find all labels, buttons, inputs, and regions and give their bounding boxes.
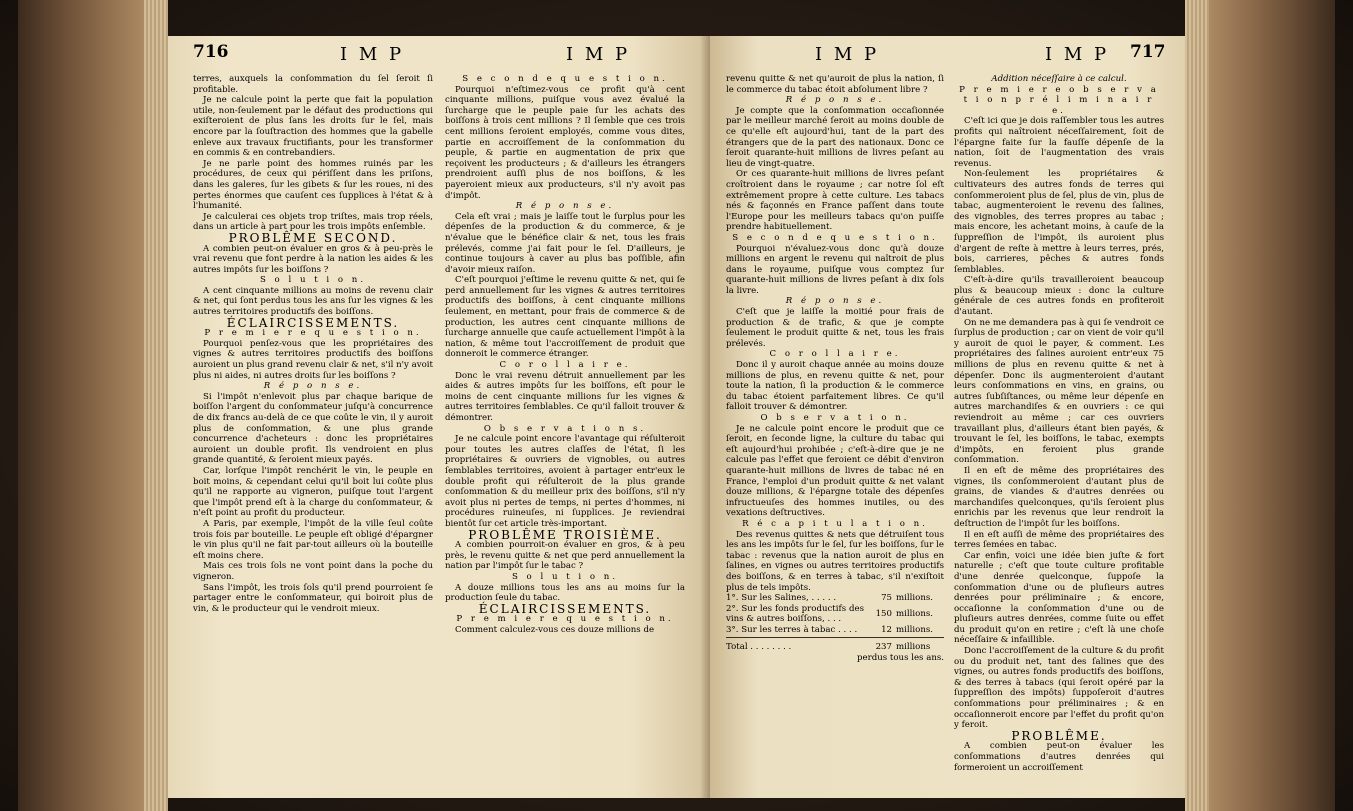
total-note: perdus tous les ans. — [857, 653, 944, 664]
section-title: ÉCLAIRCISSEMENTS. — [226, 315, 400, 330]
row-label: 2°. Sur les fonds productifs des vins & autres boiſſons, . . . — [726, 603, 864, 625]
paragraph: Comment calculez-vous ces douze millions de — [455, 624, 655, 635]
addition-title: Addition néceſſaire à ce calcul. — [991, 74, 1127, 84]
subsection-head: S o l u t i o n. — [259, 275, 367, 286]
section-title: PROBLÊME TROISIÈME. — [468, 527, 662, 542]
left-column-1 — [193, 74, 433, 614]
right-column-1 — [726, 74, 944, 664]
page-number-right: 717 — [1130, 42, 1166, 62]
paragraph: Donc l'accroiſſement de la culture & du profit ou du produit net, tant des ſalines que des vignes, ou autres fonds productifs des boiſſons, & des terres à tabacs (qui ſeroit opéré par la ſuppreſſion des impôts) ſuppoſeroit d'autres conſommations pour préliminaires ; & en occaſionneroit encore par l'effet du profit qu'on y feroit. — [954, 646, 1164, 731]
total-unit: millions — [896, 642, 931, 653]
subsection-head: S e c o n d e q u e s t i o n. — [732, 232, 938, 243]
page-number-left: 716 — [193, 42, 229, 62]
subsection-head: S e c o n d e q u e s t i o n. — [462, 74, 668, 84]
running-head-right-col2: I M P — [1045, 44, 1110, 65]
paragraph: C'eſt pourquoi j'eſtime le revenu quitte & net, qui ſe perd annuellement ſur les vignes & autres territoires productifs des boiſſons, à cent cinquante millions ſeulement, en mettant, pour frais de commerce & de production, les autres cent cinquante millions de ſurcharge annuelle que cauſe actuellement l'impôt à la nation, & même tout l'accroiſſement de produit que donneroit le commerce étranger. — [445, 275, 685, 360]
row-value: 75 — [881, 593, 892, 604]
subsection-head: P r e m i e r e q u e s t i o n. — [456, 614, 674, 625]
paragraph: Des revenus quittes & nets que détruiſent tous les ans les impôts ſur le ſel, ſur les boiſſons, ſur le tabac : revenus que la nation auroit de plus en ſalines, en vignes ou autres territoires productifs des boiſſons, & en terres à tabac, s'il n'exiſtoit plus de tels impôts. — [726, 529, 944, 593]
paragraph: C'eſt-à-dire qu'ils travailleroient beaucoup plus & beaucoup mieux : donc la culture générale de ces autres fonds en profiteroit d'autant. — [954, 275, 1164, 318]
subsection-head: R é p o n s e. — [263, 381, 363, 392]
paragraph: Pourquoi n'eſtimez-vous ce profit qu'à cent cinquante millions, puiſque vous avez évalué la ſurcharge que le peuple paie ſur les achats des boiſſons à trois cent millions ? Il ſemble que ces trois cent millions ſeroient employés, comme vous dites, partie en accroiſſement de la conſommation du peuple, & partie en augmentation de prix que reçoivent les producteurs ; & d'ailleurs les étrangers prendroient auſſi plus de nos boiſſons, & les payeroient mieux aux producteurs, s'il n'y avoit pas d'impôt. — [445, 84, 685, 201]
paragraph: terres, auxquels la conſommation du ſel ſeroit ſi profitable. — [193, 74, 433, 95]
paragraph: A douze millions tous les ans au moins ſur la production ſeule du tabac. — [445, 582, 685, 604]
subsection-head: P r e m i e r e q u e s t i o n. — [204, 328, 422, 339]
paragraph: Or ces quarante-huit millions de livres peſant croîtroient dans le royaume ; car notre ſol eſt extrêmement propre à cette culture. Les tabacs nés & façonnés en France paſſent dans toute l'Europe pour les meilleurs tabacs qu'on puiſſe prendre habituellement. — [726, 169, 944, 233]
total-label: Total . . . . . . . . — [726, 642, 792, 653]
subsection-head: R é c a p i t u l a t i o n. — [742, 518, 928, 529]
paragraph: C'eſt ici que je dois raſſembler tous les autres profits qui naîtroient néceſſairement, ſoit de l'épargne faite ſur la fauſſe dépenſe de la nation, ſoit de l'augmentation des vrais revenus. — [954, 116, 1164, 169]
running-head-left-col1: I M P — [340, 44, 405, 65]
row-label: 3°. Sur les terres à tabac . . . . — [726, 624, 858, 635]
subsection-head: O b s e r v a t i o n. — [760, 413, 910, 423]
paragraph: Pourquoi n'évaluez-vous donc qu'à douze millions en argent le revenu qui naîtroit de plus dans le royaume, puiſque vous comptez ſur quarante-huit millions de livres peſant à dix ſols la livre. — [726, 243, 944, 296]
running-head-left-col2: I M P — [566, 44, 631, 65]
paragraph: Car, lorſque l'impôt renchérit le vin, le peuple en boit moins, & cependant celui qu'il boit lui coûte plus qu'il ne rapporte au vigneron, puiſque tout l'argent que l'impôt prend eſt à la charge du conſommateur, & n'eſt point au profit du producteur. — [193, 465, 433, 519]
paragraph: Je compte que la conſommation occaſionnée par le meilleur marché ſeroit au moins double de ce qu'elle eſt aujourd'hui, tant de la part des étrangers que de la part des nationaux. Donc ce ſeroit quarante-huit millions de livres peſant au lieu de vingt-quatre. — [726, 105, 944, 169]
paragraph: revenu quitte & net qu'auroit de plus la nation, ſi le commerce du tabac étoit abſolument libre ? — [726, 74, 944, 95]
paragraph: Donc le vrai revenu détruit annuellement par les aides & autres impôts ſur les boiſſons, eſt pour le moins de cent cinquante millions ſur les vignes & autres territoires ſemblables. Ce qu'il falloit trouver & démontrer. — [445, 370, 685, 423]
paragraph: Pourquoi penſez-vous que les propriétaires des vignes & autres territoires productifs des boiſſons auroient un plus grand revenu clair & net, s'il n'y avoit plus ni aides, ni autres droits ſur les boiſſons ? — [193, 338, 433, 381]
table-row — [726, 625, 944, 636]
row-unit: millions. — [896, 624, 933, 635]
subsection-head: R é p o n s e. — [515, 201, 615, 212]
total-table — [726, 642, 944, 653]
paragraph: On ne me demandera pas à qui ſe vendroit ce ſurplus de production ; car on vient de voir qu'il y auroit de quoi le payer, & comment. Les propriétaires des ſalines auroient entr'eux 75 millions de plus en revenu quitte & net à dépenſer. Donc ils augmenteroient d'autant leurs conſommations en vins, en grains, ou autres ſubſiſtances, ou même leur dépenſe en autres marchandiſes & en ouvriers : ce qui reviendroit au même ; car ces ouvriers travaillant plus, d'ailleurs étant bien payés, & trouvant le ſel, les boiſſons, le tabac, exempts d'impôts, en feroient plus grande conſommation. — [954, 317, 1164, 466]
paragraph: A Paris, par exemple, l'impôt de la ville ſeul coûte trois fois par bouteille. Le peuple eſt obligé d'épargner le vin plus qu'il ne fait par-tout ailleurs où la bouteille eſt moins chere. — [193, 518, 433, 561]
subsection-head: R é p o n s e. — [785, 296, 885, 307]
paragraph: Je calculerai ces objets trop triſtes, mais trop réels, dans un article à part pour les trois impôts enſemble. — [193, 211, 433, 233]
table-row — [726, 593, 944, 604]
paragraph: A combien pourroit-on évaluer en gros, & à peu près, le revenu quitte & net que perd annuellement la nation par l'impôt ſur le tabac ? — [445, 540, 685, 572]
left-column-2 — [445, 74, 685, 635]
section-title: ÉCLAIRCISSEMENTS. — [478, 601, 652, 616]
paragraph: Non-ſeulement les propriétaires & cultivateurs des autres fonds de terres qui conſommeroient plus de ſel, plus de vin, plus de tabac, augmenteroient le revenu des ſalines, des vignobles, des terres propres au tabac ; mais encore, les achetant moins, à cauſe de la ſuppreſſion de l'impôt, ils auroient plus d'argent de reſte à mettre à leurs terres, prés, bois, carrieres, pêches & autres fonds ſemblables. — [954, 169, 1164, 275]
paragraph: C'eſt que je laiſſe la moitié pour frais de production & de trafic, & que je compte ſeulement le produit quitte & net, tous les frais prélevés. — [726, 307, 944, 349]
subsection-head: O b s e r v a t i o n s. — [483, 423, 647, 434]
total-value: 237 — [875, 642, 892, 653]
paragraph: Car enfin, voici une idée bien juſte & fort naturelle ; c'eſt que toute culture profitable d'une denrée quelconque, ſuppoſe la conſommation d'une ou de pluſieurs autres denrées pour préliminaire ; & encore, occaſionne la conſommation d'une ou de pluſieurs autres denrées, comme ſuite ou effet du produit qu'on en retire ; c'eſt là une choſe néceſſaire & infaillible. — [954, 550, 1164, 646]
paragraph: A combien peut-on évaluer les conſommations d'autres denrées qui formeroient un accroiſſement — [954, 741, 1164, 773]
section-title: PROBLÊME SECOND. — [228, 230, 398, 245]
paragraph: Je ne parle point des hommes ruinés par les procédures, de ceux qui périſſent dans les priſons, dans les galeres, ſur les gibets & ſur les roues, ni des pertes énormes que cauſent ces ſupplices à l'état & à l'humanité. — [193, 158, 433, 212]
subsection-head: R é p o n s e. — [785, 95, 885, 106]
row-label: 1°. Sur les Salines, . . . . . — [726, 593, 837, 604]
row-unit: millions. — [896, 593, 933, 604]
book-edge-left — [18, 0, 168, 811]
paragraph: Sans l'impôt, les trois ſols qu'il prend pourroient ſe partager entre le conſommateur, qui boiroit plus de vin, & le producteur qui le vendroit mieux. — [193, 582, 433, 614]
recapitulation-table — [726, 593, 944, 635]
paragraph: Je ne calcule point la perte que fait la population utile, non-ſeulement par le défaut des productions qui exiſteroient de plus ſans les droits ſur le ſel, mais encore par la ſouſtraction des hommes que la gabelle enleve aux travaux fructifiants, pour les transformer en commis & en contrebandiers. — [193, 95, 433, 159]
subsection-head: C o r o l l a i r e. — [769, 349, 901, 360]
paragraph: Donc il y auroit chaque année au moins douze millions de plus, en revenu quitte & net, pour toute la nation, ſi la production & le commerce du tabac étoient parfaitement libres. Ce qu'il falloit trouver & démontrer. — [726, 360, 944, 413]
total-rule — [726, 637, 944, 638]
paragraph: Il en eſt de même des propriétaires des vignes, ils conſommeroient d'autant plus de grains, de viandes & d'autres denrées ou marchandiſes quelconques, qu'ils ſeroient plus enrichis par les revenus que leur rendroit la deſtruction de l'impôt ſur les boiſſons. — [954, 465, 1164, 529]
right-column-2 — [954, 74, 1164, 773]
total-row — [726, 642, 944, 653]
row-value: 150 — [875, 608, 892, 619]
section-title: PROBLÊME. — [1011, 728, 1107, 743]
book-edge-right — [1185, 0, 1335, 811]
subsection-head: C o r o l l a i r e. — [499, 360, 631, 371]
paragraph: Il en eſt auſſi de même des propriétaires des terres ſemées en tabac. — [954, 529, 1164, 551]
table-row — [726, 604, 944, 625]
subsection-head: S o l u t i o n. — [511, 571, 619, 582]
paragraph: A cent cinquante millions au moins de revenu clair & net, qui ſont perdus tous les ans ſur les vignes & les autres territoires productifs des boiſſons. — [193, 285, 433, 318]
row-unit: millions. — [896, 608, 933, 619]
subsection-head: P r e m i e r e o b s e r v a t i o n p r é l i m i n a i r e. — [959, 84, 1159, 116]
paragraph: A combien peut-on évaluer en gros & à peu-près le vrai revenu que font perdre à la nation les aides & les autres impôts ſur les boiſſons ? — [193, 243, 433, 275]
paragraph: Cela eſt vrai ; mais je laiſſe tout le ſurplus pour les dépenſes de la production & du commerce, & je n'évalue que le bénéfice clair & net, tous les frais prélevés, comme j'ai fait pour le ſel. D'ailleurs, je continue toujours à caver au plus bas poſſible, afin d'avoir mieux raiſon. — [445, 211, 685, 275]
paragraph: Si l'impôt n'enlevoit plus par chaque barique de boiſſon l'argent du conſommateur juſqu'à concurrence de dix francs au-delà de ce que coûte le vin, il y auroit plus de conſommation, & une plus grande concurrence d'acheteurs : donc les propriétaires auroient un double profit. Ils vendroient en plus grande quantité, & ſeroient mieux payés. — [193, 391, 433, 466]
running-head-right-col1: I M P — [815, 44, 880, 65]
row-value: 12 — [881, 624, 892, 635]
paragraph: Je ne calcule point encore l'avantage qui réſulteroit pour toutes les autres claſſes de l'état, ſi les propriétaires & ouvriers de vignobles, ou autres ſemblables territoires, avoient à partager entr'eux le double profit qui réſulteroit de la plus grande conſommation & du meilleur prix des boiſſons, s'il n'y avoit plus ni pertes de temps, ni pertes d'hommes, ni procédures ruineuſes, ni ſupplices. Je reviendrai bientôt ſur cet article très-important. — [445, 434, 685, 529]
paragraph: Mais ces trois ſols ne vont point dans la poche du vigneron. — [193, 561, 433, 582]
paragraph: Je ne calcule point encore le produit que ce ſeroit, en ſeconde ligne, la culture du tabac qui eſt aujourd'hui prohibée ; c'eſt-à-dire que je ne calcule pas l'effet que feroient ce débit d'environ quarante-huit millions de livres de tabac né en France, l'emploi d'un produit quitte & net valant douze millions, & l'épargne totale des dépenſes infructueuſes des hommes inutiles, ou des vexations deſtructives. — [726, 423, 944, 519]
